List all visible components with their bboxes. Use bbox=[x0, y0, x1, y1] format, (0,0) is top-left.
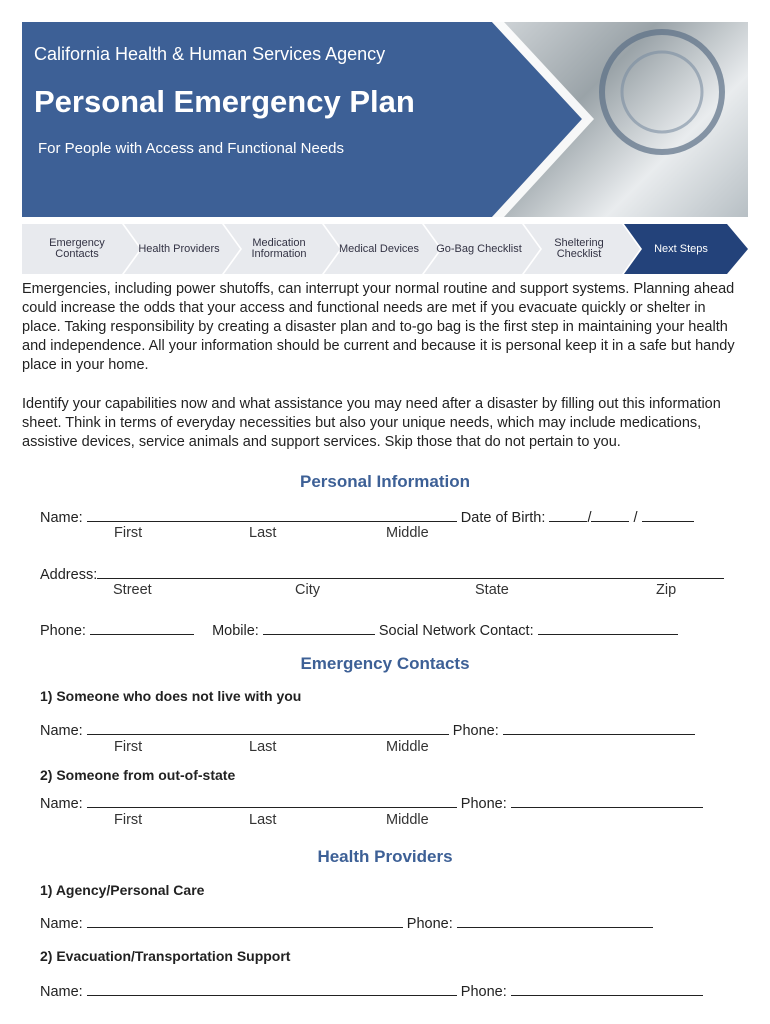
provider-2-phone-field[interactable] bbox=[511, 981, 703, 996]
dob-month-field[interactable] bbox=[549, 507, 587, 522]
contact-1-row bbox=[40, 720, 695, 739]
address-label: Address: bbox=[40, 567, 98, 583]
step-sheltering-checklist[interactable]: Sheltering Checklist bbox=[554, 237, 604, 260]
page-subtitle: For People with Access and Functional Needs bbox=[38, 140, 344, 157]
social-label: Social Network Contact: bbox=[378, 623, 534, 639]
mobile-label: Mobile: bbox=[212, 623, 259, 639]
social-field[interactable] bbox=[538, 620, 678, 635]
contact-2-name-field[interactable] bbox=[87, 793, 457, 808]
provider-2-label: 2) Evacuation/Transportation Support bbox=[40, 948, 291, 964]
dob-slash-2: / bbox=[633, 510, 638, 526]
provider-2-name-label: Name: bbox=[40, 984, 83, 1000]
step-go-bag-checklist[interactable]: Go-Bag Checklist bbox=[436, 242, 522, 255]
dob-day-field[interactable] bbox=[591, 507, 629, 522]
provider-1-row bbox=[40, 913, 653, 932]
phone-label: Phone: bbox=[40, 623, 86, 639]
name-field[interactable] bbox=[87, 507, 457, 522]
step-next-steps[interactable]: Next Steps bbox=[654, 242, 708, 255]
contact-1-first-label: First bbox=[114, 739, 143, 755]
contact-2-first-label: First bbox=[114, 812, 143, 828]
provider-1-name-field[interactable] bbox=[87, 913, 403, 928]
agency-name: California Health & Human Services Agency bbox=[34, 44, 386, 64]
provider-1-phone-label: Phone: bbox=[406, 916, 453, 932]
dob-label: Date of Birth: bbox=[460, 510, 546, 526]
provider-2-row bbox=[40, 981, 703, 1000]
last-label: Last bbox=[249, 525, 277, 541]
personal-name-row bbox=[40, 507, 694, 526]
intro-paragraph-2: Identify your capabilities now and what assistance you may need after a disaster by filling out this information sheet. Think in terms of everyday necessities but also your unique needs, which may include medications, assistive devices, service animals and support services. Skip those that do not pertain to you. bbox=[22, 396, 721, 450]
state-label: State bbox=[475, 582, 509, 598]
address-field[interactable] bbox=[97, 564, 724, 579]
header-banner bbox=[22, 22, 748, 217]
contact-1-label: 1) Someone who does not live with you bbox=[40, 688, 302, 704]
provider-1-label: 1) Agency/Personal Care bbox=[40, 882, 205, 898]
mobile-field[interactable] bbox=[263, 620, 375, 635]
contact-2-phone-label: Phone: bbox=[460, 796, 507, 812]
dob-year-field[interactable] bbox=[642, 507, 694, 522]
contact-2-row bbox=[40, 793, 703, 812]
address-row bbox=[40, 564, 724, 583]
street-label: Street bbox=[113, 582, 152, 598]
middle-label: Middle bbox=[386, 525, 429, 541]
step-health-providers[interactable]: Health Providers bbox=[138, 242, 220, 255]
health-providers-heading: Health Providers bbox=[317, 847, 453, 866]
provider-2-name-field[interactable] bbox=[87, 981, 457, 996]
phone-field[interactable] bbox=[90, 620, 194, 635]
provider-2-phone-label: Phone: bbox=[460, 984, 507, 1000]
city-label: City bbox=[295, 582, 320, 598]
page-title: Personal Emergency Plan bbox=[34, 84, 415, 119]
contact-2-name-label: Name: bbox=[40, 796, 83, 812]
provider-1-phone-field[interactable] bbox=[457, 913, 653, 928]
provider-1-name-label: Name: bbox=[40, 916, 83, 932]
name-label: Name: bbox=[40, 510, 83, 526]
contact-2-phone-field[interactable] bbox=[511, 793, 703, 808]
step-medication-information[interactable]: Medication Information bbox=[251, 237, 307, 260]
contact-1-middle-label: Middle bbox=[386, 739, 429, 755]
contact-2-label: 2) Someone from out-of-state bbox=[40, 767, 236, 783]
contact-2-middle-label: Middle bbox=[386, 812, 429, 828]
step-medical-devices[interactable]: Medical Devices bbox=[338, 242, 420, 255]
step-navigation bbox=[22, 224, 748, 274]
contact-1-phone-field[interactable] bbox=[503, 720, 695, 735]
contact-1-name-field[interactable] bbox=[87, 720, 449, 735]
first-label: First bbox=[114, 525, 143, 541]
contact-1-last-label: Last bbox=[249, 739, 277, 755]
contact-1-name-label: Name: bbox=[40, 723, 83, 739]
contact-2-last-label: Last bbox=[249, 812, 277, 828]
personal-info-heading: Personal Information bbox=[299, 472, 471, 491]
emergency-contacts-heading: Emergency Contacts bbox=[300, 654, 470, 673]
dob-slash-1: / bbox=[587, 510, 592, 526]
zip-label: Zip bbox=[656, 582, 677, 598]
contact-1-phone-label: Phone: bbox=[452, 723, 499, 739]
intro-paragraph-1: Emergencies, including power shutoffs, can interrupt your normal routine and support systems. Planning ahead could increase the odds that your access and functional needs are met if you evacuate quickly or shelter in place. Taking responsibility by creating a disaster plan and to-go bag is the first step in maintaining your health and independence. All your information should be current and because it is personal keep it in a safe but handy place in your home. bbox=[22, 281, 735, 373]
phone-row bbox=[40, 620, 678, 639]
step-emergency-contacts[interactable]: Emergency Contacts bbox=[49, 237, 105, 260]
